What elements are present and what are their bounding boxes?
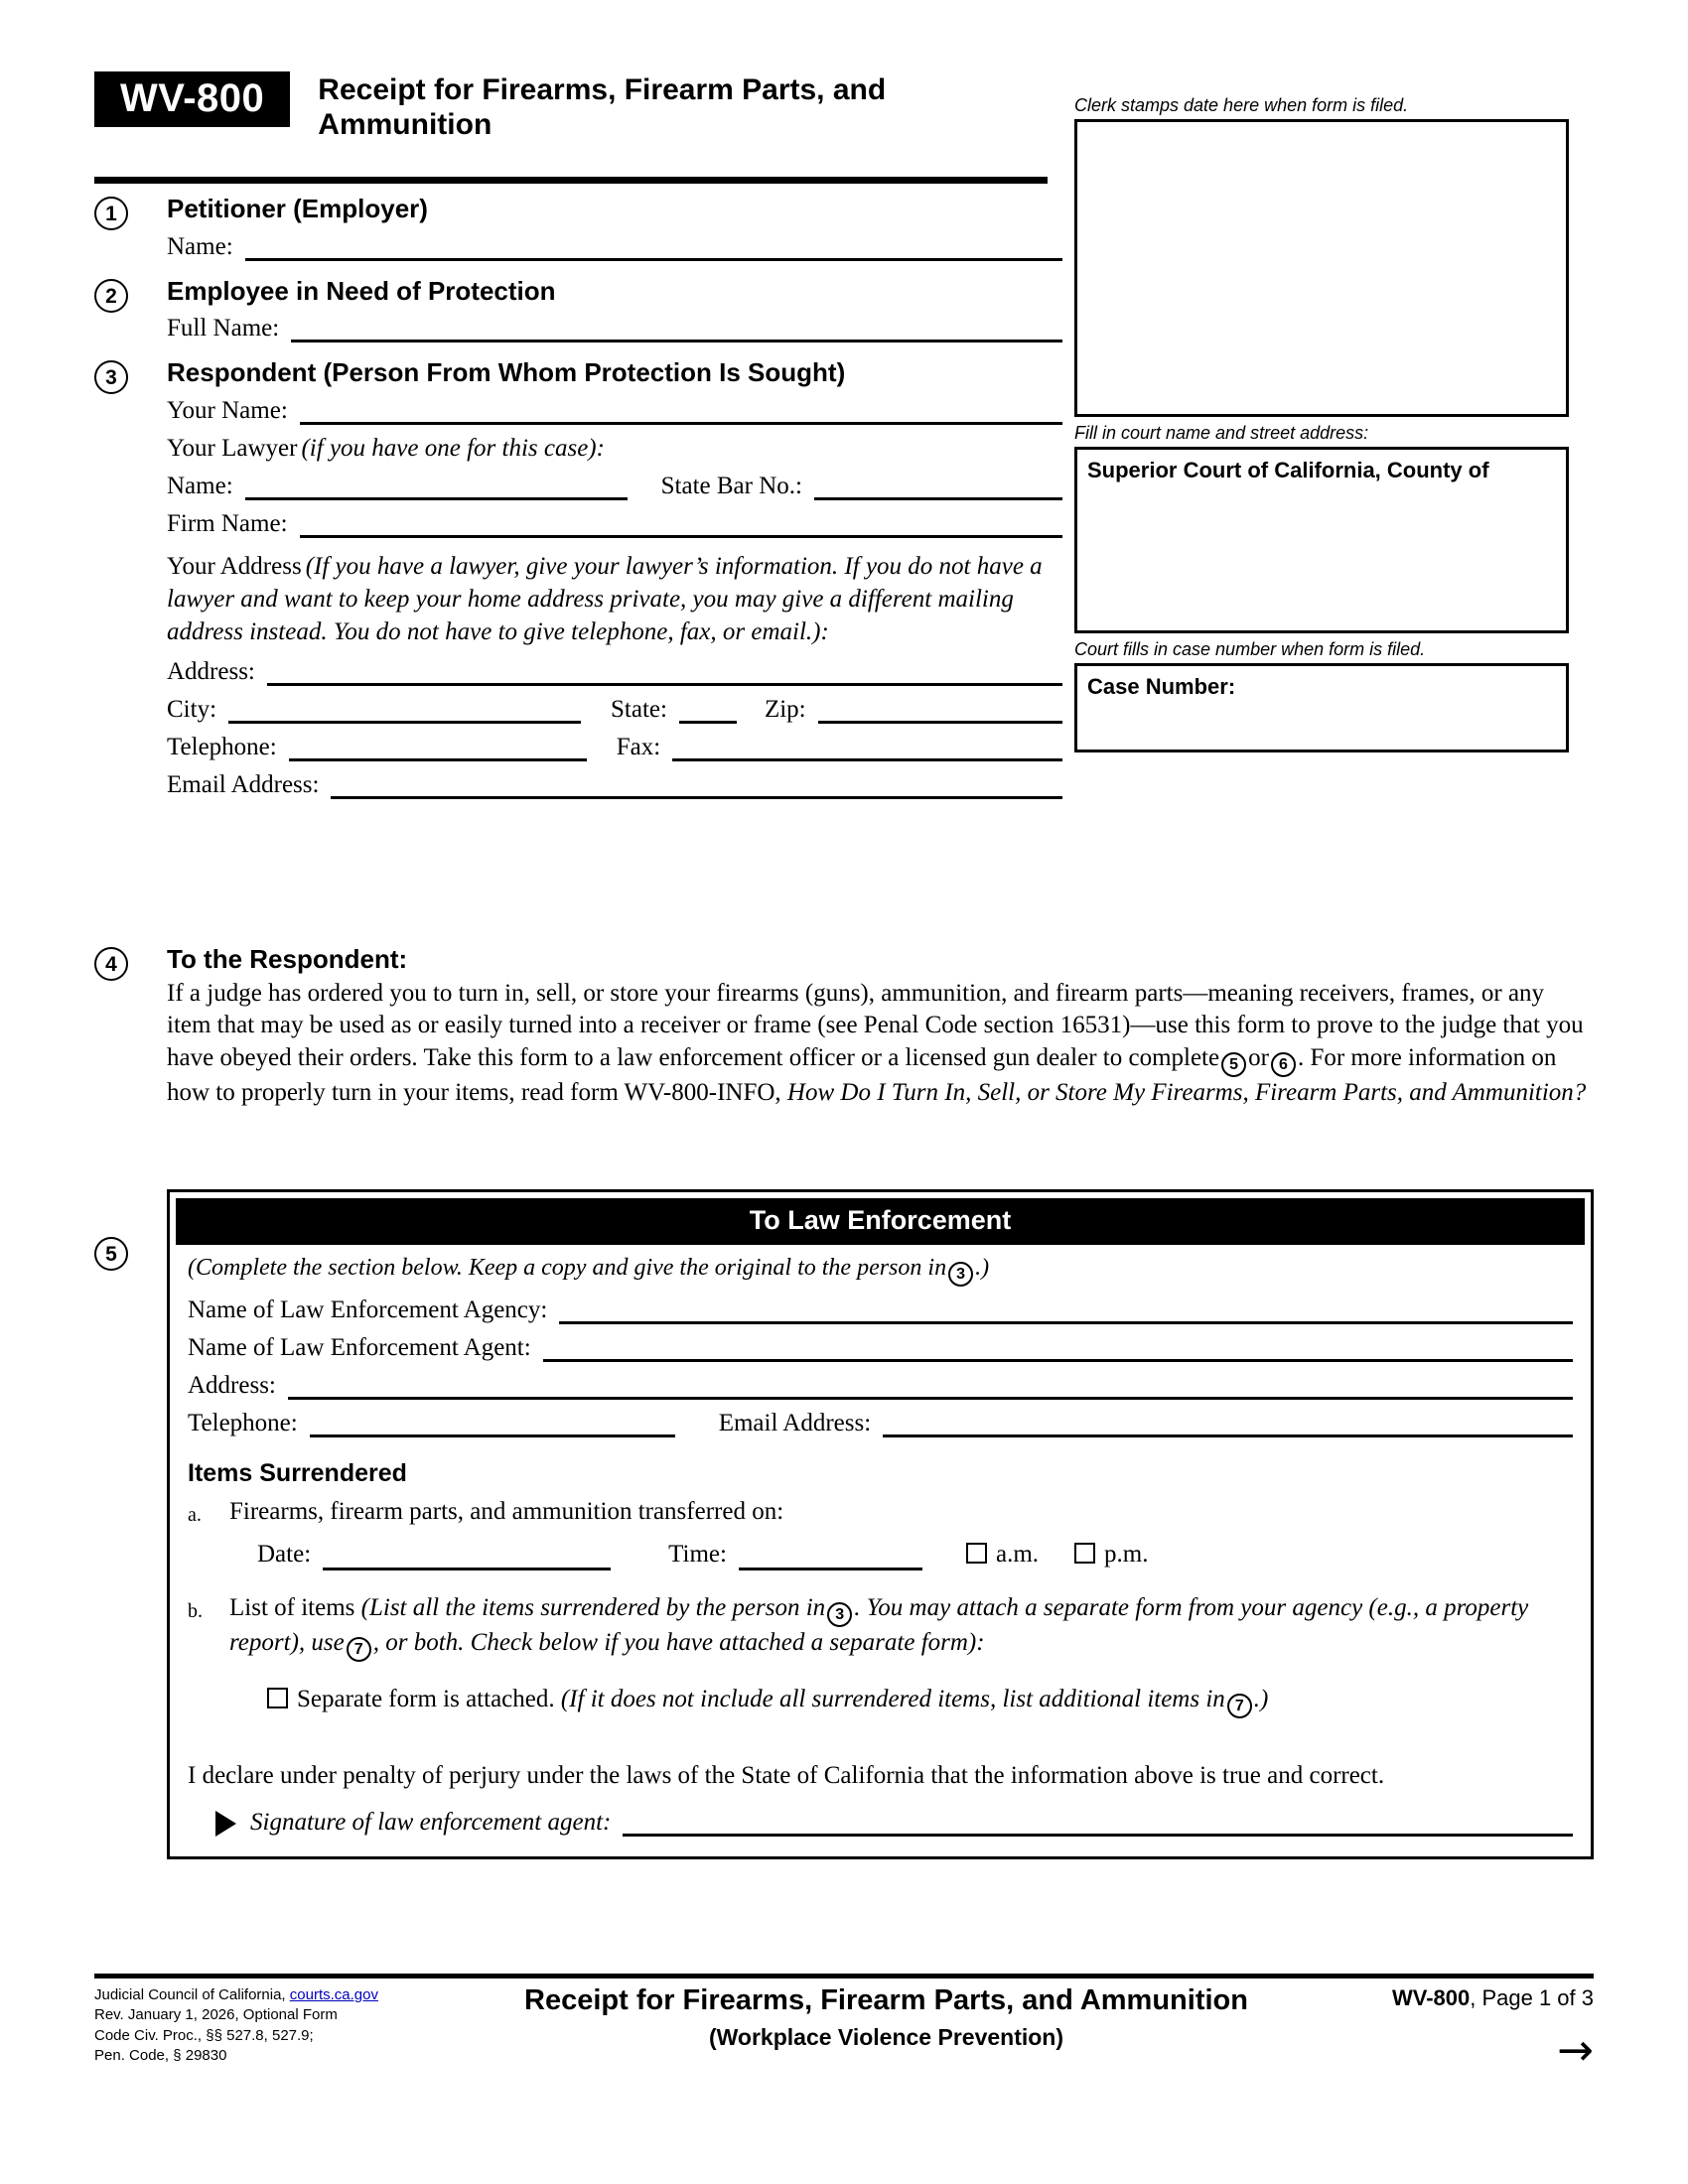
section-number-2: 2 — [94, 279, 128, 313]
footer-council-text: Judicial Council of California, — [94, 1986, 290, 2003]
petitioner-name-input[interactable] — [245, 231, 1062, 261]
section-4-conjunction: or — [1248, 1043, 1269, 1071]
item-b-italic-3: , or both. Check below if you have attached a separate form): — [372, 1629, 985, 1656]
your-address-label: Your Address — [167, 552, 302, 580]
agency-name-row — [188, 1295, 1573, 1324]
pm-label: p.m. — [1104, 1540, 1149, 1568]
city-state-zip-row — [167, 694, 1062, 724]
employee-full-name-input[interactable] — [291, 313, 1062, 342]
pm-checkbox-group[interactable] — [1074, 1539, 1148, 1571]
items-surrendered-heading: Items Surrendered — [188, 1459, 407, 1487]
court-name-value: Superior Court of California, County of — [1087, 458, 1489, 482]
section-4-to-respondent — [94, 945, 1594, 1111]
case-number-box[interactable] — [1074, 663, 1569, 752]
footer-line-4: Pen. Code, § 29830 — [94, 2046, 227, 2064]
telephone-fax-row — [167, 732, 1062, 761]
address-input[interactable] — [267, 656, 1062, 686]
court-name-box[interactable] — [1074, 447, 1569, 633]
item-b-marker: b. — [188, 1600, 203, 1622]
lawyer-name-input[interactable] — [245, 471, 628, 500]
section-4-ref-6: 6 — [1271, 1052, 1296, 1077]
state-bar-input[interactable] — [814, 471, 1062, 500]
lawyer-name-label: Name: — [167, 472, 233, 499]
agent-name-row — [188, 1332, 1573, 1362]
section-1-title: Petitioner (Employer) — [167, 194, 428, 223]
lawyer-note: (if you have one for this case): — [301, 434, 605, 462]
telephone-input[interactable] — [289, 732, 587, 761]
firm-name-input[interactable] — [300, 508, 1062, 538]
signature-label: Signature of law enforcement agent: — [250, 1808, 612, 1836]
instruction-ref-3: 3 — [948, 1262, 973, 1287]
perjury-declaration: I declare under penalty of perjury under the laws of the State of California that the information above is true and correct. — [188, 1762, 1385, 1789]
le-email-input[interactable] — [883, 1408, 1573, 1437]
separate-form-checkbox[interactable] — [267, 1688, 288, 1708]
state-bar-label: State Bar No.: — [660, 472, 802, 499]
footer-form-id: WV-800 — [1391, 1985, 1471, 2010]
le-telephone-input[interactable] — [310, 1408, 675, 1437]
party-information-column — [94, 195, 1062, 801]
fax-input[interactable] — [672, 732, 1062, 761]
signature-arrow-icon — [215, 1811, 236, 1837]
section-number-1: 1 — [94, 197, 128, 230]
case-number-caption: Court fills in case number when form is filed. — [1074, 639, 1426, 659]
firm-name-row — [167, 508, 1062, 538]
section-4-ref-5: 5 — [1221, 1052, 1246, 1077]
address-instruction-block — [167, 550, 1062, 648]
form-header — [94, 71, 1048, 143]
form-number-badge: WV-800 — [94, 71, 290, 127]
footer-line-2: Rev. January 1, 2026, Optional Form — [94, 2006, 338, 2024]
header-divider — [94, 177, 1048, 184]
state-input[interactable] — [679, 694, 737, 724]
item-b-italic-2: . You may attach a separate form from your agency (e.g., a property report), use — [229, 1594, 1529, 1656]
le-telephone-label: Telephone: — [188, 1410, 298, 1436]
case-number-label: Case Number: — [1087, 674, 1236, 699]
footer-form-subtitle: (Workplace Violence Prevention) — [708, 2023, 1064, 2050]
item-b-text — [229, 1592, 1573, 1662]
lawyer-label: Your Lawyer — [167, 434, 298, 462]
section-4-paragraph — [167, 978, 1594, 1110]
respondent-name-input[interactable] — [300, 395, 1062, 425]
date-label: Date: — [257, 1540, 312, 1568]
footer-divider — [94, 1974, 1594, 1979]
pm-checkbox[interactable] — [1074, 1543, 1095, 1564]
section-4-text-part-2: . For more information on how to properly turn in your items, read form WV-800-INFO, — [167, 1043, 1557, 1106]
footer-form-title: Receipt for Firearms, Firearm Parts, and Ammunition — [524, 1984, 1248, 2016]
section-5-to-law-enforcement — [94, 1189, 1594, 1859]
courts-website-link[interactable]: courts.ca.gov — [289, 1986, 378, 2003]
caption-column — [1074, 95, 1569, 752]
lawyer-heading-row — [167, 435, 1062, 463]
date-time-row — [229, 1539, 1573, 1571]
agent-name-input[interactable] — [543, 1332, 1573, 1362]
zip-input[interactable] — [818, 694, 1062, 724]
address-row — [167, 656, 1062, 686]
email-label: Email Address: — [167, 770, 320, 798]
email-row — [167, 769, 1062, 799]
section-3-title: Respondent (Person From Whom Protection Is Sought) — [167, 357, 846, 388]
section-3-respondent — [94, 358, 1062, 799]
section-1-petitioner — [94, 195, 1062, 261]
email-input[interactable] — [331, 769, 1062, 799]
le-address-label: Address: — [188, 1372, 276, 1399]
agency-name-label: Name of Law Enforcement Agency: — [188, 1297, 548, 1323]
date-input[interactable] — [323, 1541, 611, 1570]
law-enforcement-banner: To Law Enforcement — [176, 1198, 1585, 1245]
signature-input[interactable] — [623, 1807, 1573, 1837]
employee-full-name-row — [167, 313, 1062, 342]
le-address-row — [188, 1370, 1573, 1400]
petitioner-name-label: Name: — [167, 232, 233, 260]
item-a-marker: a. — [188, 1504, 202, 1526]
footer-page-block — [1345, 1983, 1594, 2076]
address-label: Address: — [167, 657, 255, 685]
am-label: a.m. — [995, 1540, 1040, 1568]
form-footer — [94, 1974, 1594, 2076]
le-email-label: Email Address: — [718, 1410, 872, 1436]
instruction-text-pre: (Complete the section below. Keep a copy and give the original to the person in — [188, 1255, 947, 1281]
item-b-bold-label: List of items — [229, 1594, 355, 1621]
separate-form-italic-2: .) — [1253, 1686, 1269, 1712]
section-2-employee — [94, 277, 1062, 343]
fax-label: Fax: — [616, 733, 661, 760]
footer-title-block — [427, 1983, 1345, 2053]
your-address-note: (If you have a lawyer, give your lawyer’s information. If you do not have a lawyer and want to keep your home address private, you may give a different mailing address instead. You do not have to give telephone, fax, or email.): — [167, 552, 1043, 645]
time-label: Time: — [668, 1540, 727, 1568]
employee-full-name-label: Full Name: — [167, 315, 280, 342]
item-a-block — [188, 1496, 1573, 1570]
section-4-title: To the Respondent: — [167, 944, 408, 974]
time-input[interactable] — [739, 1541, 922, 1570]
agency-name-input[interactable] — [559, 1295, 1573, 1324]
separate-form-ref-7: 7 — [1227, 1694, 1252, 1718]
am-checkbox-group[interactable] — [966, 1539, 1039, 1571]
footer-page-indicator — [1345, 1985, 1594, 2011]
court-name-caption: Fill in court name and street address: — [1074, 423, 1369, 443]
zip-label: Zip: — [764, 695, 806, 723]
firm-name-label: Firm Name: — [167, 509, 288, 537]
item-b-ref-3: 3 — [827, 1602, 852, 1627]
section-number-3: 3 — [94, 360, 128, 394]
respondent-name-row — [167, 395, 1062, 425]
item-b-ref-7: 7 — [347, 1637, 371, 1662]
separate-form-row — [267, 1684, 1573, 1718]
law-enforcement-instruction — [188, 1255, 1573, 1287]
footer-page-text: , Page 1 of 3 — [1470, 1985, 1594, 2010]
clerk-stamp-box[interactable] — [1074, 119, 1569, 417]
city-label: City: — [167, 695, 217, 723]
telephone-label: Telephone: — [167, 733, 277, 760]
footer-line-3: Code Civ. Proc., §§ 527.8, 527.9; — [94, 2026, 314, 2044]
clerk-stamp-caption: Clerk stamps date here when form is filed. — [1074, 95, 1409, 115]
separate-form-italic-1: (If it does not include all surrendered items, list additional items in — [560, 1686, 1225, 1712]
respondent-name-label: Your Name: — [167, 396, 288, 424]
le-address-input[interactable] — [288, 1370, 1573, 1400]
petitioner-name-row — [167, 231, 1062, 261]
section-number-5: 5 — [94, 1237, 128, 1271]
item-a-text: Firearms, firearm parts, and ammunition transferred on: — [229, 1498, 784, 1525]
agent-name-label: Name of Law Enforcement Agent: — [188, 1334, 531, 1361]
instruction-text-post: .) — [975, 1255, 990, 1281]
law-enforcement-panel — [167, 1189, 1594, 1859]
item-b-block — [188, 1592, 1573, 1718]
form-title: Receipt for Firearms, Firearm Parts, and Ammunition — [318, 73, 887, 141]
section-2-title: Employee in Need of Protection — [167, 275, 556, 306]
section-4-block — [94, 945, 1594, 1109]
footer-line-1 — [94, 1985, 427, 2005]
lawyer-name-bar-row — [167, 471, 1062, 500]
le-telephone-email-row — [188, 1408, 1573, 1437]
footer-legal-citations — [94, 1983, 427, 2066]
am-checkbox[interactable] — [966, 1543, 987, 1564]
city-input[interactable] — [228, 694, 581, 724]
separate-form-bold-label: Separate form is attached. — [297, 1686, 555, 1712]
signature-row — [215, 1807, 1573, 1837]
item-b-italic-1: (List all the items surrendered by the person in — [360, 1594, 826, 1621]
state-label: State: — [611, 695, 667, 723]
section-4-text-part-1: If a judge has ordered you to turn in, sell, or store your firearms (guns), ammunition, and firearm parts—meaning receivers, frames, or any item that may be used as or easily turned into a receiver or frame (see Penal Code section 16531)—use this form to prove to the judge that you have obeyed their orders. Take this form to a law enforcement officer or a licensed gun dealer to complete — [167, 979, 1584, 1071]
section-number-4: 4 — [94, 947, 128, 981]
next-page-arrow-icon: → — [1557, 2025, 1594, 2076]
section-4-form-title-italic: How Do I Turn In, Sell, or Store My Firearms, Firearm Parts, and Ammunition? — [786, 1078, 1587, 1106]
